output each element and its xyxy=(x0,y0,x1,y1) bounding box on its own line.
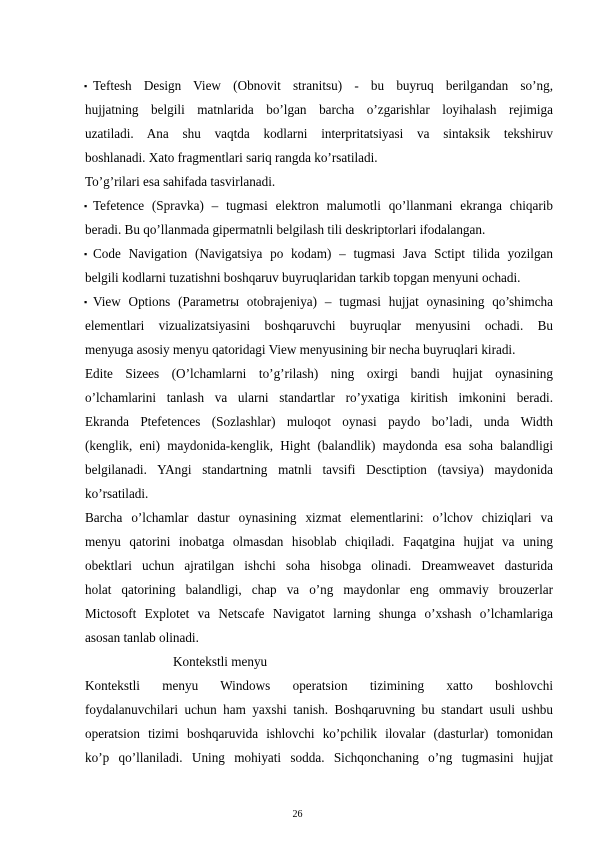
paragraph-line: hujjatning belgili matnlarida bo’lgan barcha o’zgarishlar loyihalash rejimiga xyxy=(85,102,553,117)
bullet-icon: ▪ xyxy=(84,81,88,91)
page-number: 26 xyxy=(292,809,303,820)
paragraph-line: Code Navigation (Navigatsiya po kodam) – tugmasi Java Sctipt tilida yozilgan xyxy=(93,246,553,261)
paragraph-line: o’lchamlarini tanlash va ularni standartlar ro’yxatiga kiritish imkonini beradi. xyxy=(85,390,553,405)
paragraph-line: Edite Sizees (O’lchamlarni to’g’rilash) ning oxirgi bandi hujjat oynasining xyxy=(85,366,553,381)
paragraph-line: To’g’rilari esa sahifada tasvirlanadi. xyxy=(85,174,276,189)
bullet-icon: ▪ xyxy=(84,201,88,211)
paragraph-line: operatsion tizimi boshqaruvida ishlovchi ko’pchilik ilovalar (dasturlar) tomonidan xyxy=(85,726,553,741)
paragraph-line: uzatiladi. Ana shu vaqtda kodlarni interpritatsiyasi va sintaksik tekshiruv xyxy=(85,126,553,141)
paragraph-line: beradi. Bu qo’llanmada gipermatnli belgilash tili deskriptorlari ifodalangan. xyxy=(85,222,486,237)
paragraph-line: Tefetence (Spravka) – tugmasi elektron malumotli qo’llanmani ekranga chiqarib xyxy=(93,198,553,213)
paragraph-line: Barcha o’lchamlar dastur oynasining xizmat elementlarini: o’lchov chiziqlari va xyxy=(85,510,553,525)
paragraph-line: elementlari vizualizatsiyasini boshqaruvchi buyruqlar menyusini ochadi. Bu xyxy=(85,318,553,333)
paragraph-line: View Options (Parametrы otobrajeniya) – tugmasi hujjat oynasining qo’shimcha xyxy=(93,294,553,309)
paragraph-line: belgili kodlarni tuzatishni boshqaruv buyruqlaridan tarkib topgan menyuni ochadi. xyxy=(85,270,521,285)
bullet-icon: ▪ xyxy=(84,249,88,259)
paragraph-line: ko’rsatiladi. xyxy=(85,486,149,501)
paragraph-line: boshlanadi. Xato fragmentlari sariq rangda ko’rsatiladi. xyxy=(85,150,378,165)
paragraph-line: holat qatorining balandligi, chap va o’ng maydonlar eng ommaviy brouzerlar xyxy=(85,582,553,597)
paragraph-line: menyuga asosiy menyu qatoridagi View menyusining bir necha buyruqlari kiradi. xyxy=(85,342,516,357)
paragraph-line: Mictosoft Explotet va Netscafe Navigatot larning shunga o’xshash o’lchamlariga xyxy=(85,606,553,621)
paragraph-line: (kenglik, eni) maydonida-kenglik, Hight (balandlik) maydonda esa soha balandligi xyxy=(85,438,553,453)
paragraph-line: foydalanuvchilari uchun ham yaxshi tanish. Boshqaruvning bu standart usuli ushbu xyxy=(85,702,553,717)
paragraph-line: Ekranda Ptefetences (Sozlashlar) muloqot oynasi paydo bo’ladi, unda Width xyxy=(85,414,553,429)
paragraph-line: Kontekstli menyu Windows operatsion tizimining xatto boshlovchi xyxy=(85,678,553,693)
section-heading: Kontekstli menyu xyxy=(173,654,268,669)
paragraph-line: Teftesh Design View (Obnovit stranitsu) - bu buyruq berilgandan so’ng, xyxy=(93,78,553,93)
paragraph-line: menyu qatorini inobatga olmasdan hisoblab chiqiladi. Faqatgina hujjat va uning xyxy=(85,534,553,549)
paragraph-line: belgilanadi. YAngi standartning matnli tavsifi Desctiption (tavsiya) maydonida xyxy=(85,462,553,477)
paragraph-line: asosan tanlab olinadi. xyxy=(85,630,199,645)
paragraph-line: ko’p qo’llaniladi. Uning mohiyati sodda. Sichqonchaning o’ng tugmasini hujjat xyxy=(85,750,553,765)
paragraph-line: obektlari uchun ajratilgan ishchi soha hisobga olinadi. Dreamweavet dasturida xyxy=(85,558,553,573)
bullet-icon: ▪ xyxy=(84,297,88,307)
